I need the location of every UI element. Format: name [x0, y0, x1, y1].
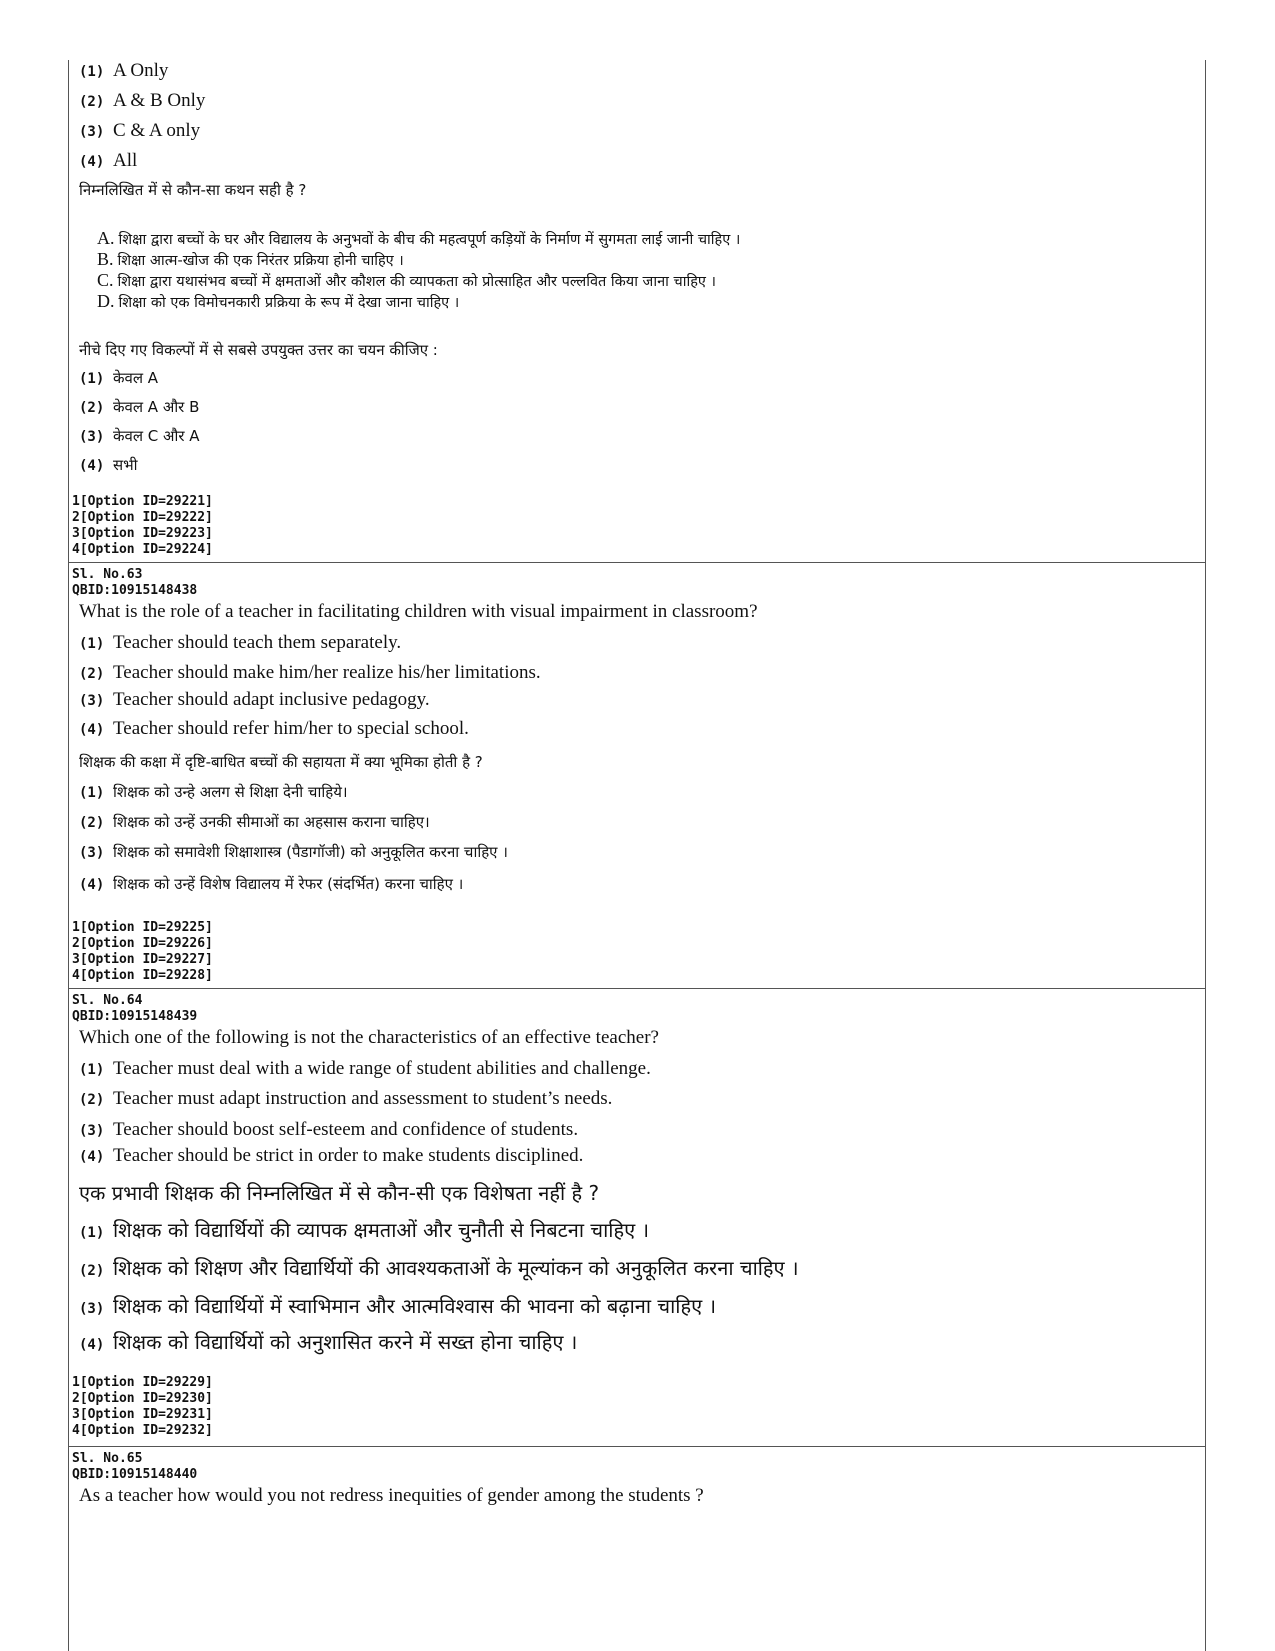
- serial-number: Sl. No.65: [72, 1451, 143, 1466]
- option-hi-1: (1) केवल A: [79, 369, 159, 387]
- statement-b: B. शिक्षा आत्म-खोज की एक निरंतर प्रक्रिया होनी चाहिए ।: [97, 249, 404, 269]
- option-en-4: (4) Teacher should be strict in order to make students disciplined.: [79, 1145, 584, 1166]
- serial-number: Sl. No.63: [72, 567, 143, 582]
- option-hi-4: (4) शिक्षक को विद्यार्थियों को अनुशासित करने में सख्त होना चाहिए ।: [79, 1330, 578, 1354]
- option-en-2: (2) Teacher should make him/her realize his/her limitations.: [79, 662, 541, 683]
- option-id-4: 4[Option ID=29232]: [72, 1423, 213, 1438]
- option-id-1: 1[Option ID=29229]: [72, 1375, 213, 1390]
- option-hi-4: (4) सभी: [79, 456, 138, 474]
- option-hi-4: (4) शिक्षक को उन्हें विशेष विद्यालय में रेफर (संदर्भित) करना चाहिए ।: [79, 875, 464, 893]
- option-en-3: (3) C & A only: [79, 120, 201, 141]
- option-id-4: 4[Option ID=29228]: [72, 968, 213, 983]
- option-id-2: 2[Option ID=29226]: [72, 936, 213, 951]
- option-id-1: 1[Option ID=29225]: [72, 920, 213, 935]
- question-paper-page: [68, 60, 1206, 1651]
- option-en-4: (4) All: [79, 150, 138, 171]
- option-id-3: 3[Option ID=29227]: [72, 952, 213, 967]
- qbid: QBID:10915148440: [72, 1467, 198, 1482]
- hindi-question: एक प्रभावी शिक्षक की निम्नलिखित में से कौन-सी एक विशेषता नहीं है ?: [79, 1181, 600, 1205]
- english-question: Which one of the following is not the characteristics of an effective teacher?: [79, 1027, 659, 1048]
- hindi-question: शिक्षक की कक्षा में दृष्टि-बाधित बच्चों की सहायता में क्या भूमिका होती है ?: [79, 753, 483, 771]
- option-hi-3: (3) शिक्षक को विद्यार्थियों में स्वाभिमान और आत्मविश्वास की भावना को बढ़ाना चाहिए ।: [79, 1294, 717, 1318]
- option-en-1: (1) A Only: [79, 60, 169, 81]
- option-hi-2: (2) केवल A और B: [79, 398, 200, 416]
- statement-a: A. शिक्षा द्वारा बच्चों के घर और विद्यालय के अनुभवों के बीच की महत्वपूर्ण कड़ियों के निर्माण में सुगमता लाई जानी चाहिए ।: [97, 228, 741, 248]
- option-en-1: (1) Teacher must deal with a wide range of student abilities and challenge.: [79, 1058, 651, 1079]
- statement-d: D. शिक्षा को एक विमोचनकारी प्रक्रिया के रूप में देखा जाना चाहिए ।: [97, 291, 460, 311]
- qbid: QBID:10915148439: [72, 1009, 198, 1024]
- option-en-2: (2) A & B Only: [79, 90, 206, 111]
- divider: [69, 562, 1205, 563]
- option-hi-2: (2) शिक्षक को शिक्षण और विद्यार्थियों की आवश्यकताओं के मूल्यांकन को अनुकूलित करना चाहिए ।: [79, 1256, 799, 1280]
- english-question: As a teacher how would you not redress inequities of gender among the students ?: [79, 1485, 704, 1506]
- option-en-3: (3) Teacher should boost self-esteem and confidence of students.: [79, 1119, 579, 1140]
- option-hi-1: (1) शिक्षक को उन्हे अलग से शिक्षा देनी चाहिये।: [79, 783, 348, 801]
- option-id-1: 1[Option ID=29221]: [72, 494, 213, 509]
- option-en-3: (3) Teacher should adapt inclusive pedagogy.: [79, 689, 430, 710]
- hindi-question: निम्नलिखित में से कौन-सा कथन सही है ?: [79, 181, 307, 199]
- english-question: What is the role of a teacher in facilitating children with visual impairment in classroom?: [79, 601, 758, 622]
- option-en-4: (4) Teacher should refer him/her to special school.: [79, 718, 469, 739]
- option-id-3: 3[Option ID=29223]: [72, 526, 213, 541]
- option-en-2: (2) Teacher must adapt instruction and assessment to student’s needs.: [79, 1088, 613, 1109]
- option-hi-3: (3) शिक्षक को समावेशी शिक्षाशास्त्र (पैडागॉजी) को अनुकूलित करना चाहिए ।: [79, 843, 508, 861]
- option-id-2: 2[Option ID=29222]: [72, 510, 213, 525]
- option-id-2: 2[Option ID=29230]: [72, 1391, 213, 1406]
- option-id-4: 4[Option ID=29224]: [72, 542, 213, 557]
- divider: [69, 1446, 1205, 1447]
- qbid: QBID:10915148438: [72, 583, 198, 598]
- serial-number: Sl. No.64: [72, 993, 143, 1008]
- hindi-instruction: नीचे दिए गए विकल्पों में से सबसे उपयुक्त उत्तर का चयन कीजिए :: [79, 341, 438, 359]
- option-hi-3: (3) केवल C और A: [79, 427, 200, 445]
- option-en-1: (1) Teacher should teach them separately.: [79, 632, 402, 653]
- option-hi-1: (1) शिक्षक को विद्यार्थियों की व्यापक क्षमताओं और चुनौती से निबटना चाहिए ।: [79, 1218, 650, 1242]
- option-hi-2: (2) शिक्षक को उन्हें उनकी सीमाओं का अहसास कराना चाहिए।: [79, 813, 430, 831]
- statement-c: C. शिक्षा द्वारा यथासंभव बच्चों में क्षमताओं और कौशल की व्यापकता को प्रोत्साहित और पल्लवित किया जाना चाहिए ।: [97, 270, 717, 290]
- option-id-3: 3[Option ID=29231]: [72, 1407, 213, 1422]
- divider: [69, 988, 1205, 989]
